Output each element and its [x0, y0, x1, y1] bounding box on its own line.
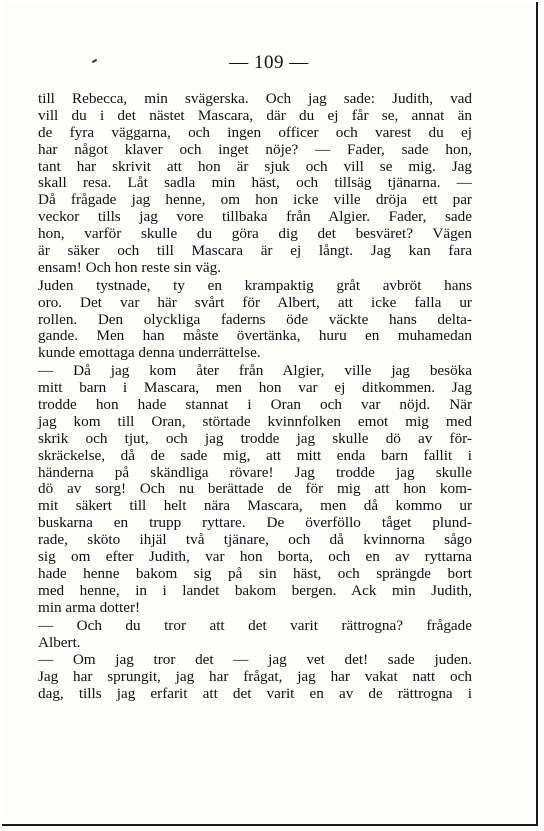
text-line: — Och du tror att det varit rättrogna? frågade [38, 616, 472, 634]
text-line: — Då jag kom åter från Algier, ville jag besöka [38, 362, 472, 380]
text-line: jag kom till Oran, störtade kvinnfolken emot mig med [38, 412, 472, 430]
text-line: min arma dotter! [38, 598, 141, 616]
paragraph [38, 363, 472, 616]
text-line: buskarna en trupp ryttare. De överföllo tåget plund- [38, 514, 472, 532]
text-line: — Om jag tror det — jag vet det! sade juden. [38, 651, 472, 669]
paragraph [38, 618, 472, 652]
text-line: ensam! Och hon reste sin väg. [38, 258, 222, 276]
text-line: dag, tills jag erfarit att det varit en av de rättrogna i [38, 685, 472, 703]
book-page [2, 2, 538, 826]
text-line: Albert. [38, 633, 81, 651]
text-line: sig om efter Judith, var hon borta, och en av ryttarna [38, 548, 472, 566]
text-line: trodde hon hade stannat i Oran och var nöjd. När [38, 396, 472, 414]
text-line: rollen. Den olyckliga faderns öde väckte hans delta- [38, 310, 472, 328]
text-line: med henne, in i landet bakom bergen. Ack min Judith, [38, 581, 472, 599]
text-line: mitt barn i Mascara, men hon var ej ditkommen. Jag [38, 379, 472, 397]
text-line: händerna på skändliga rövare! Jag trodde jag skulle [38, 463, 472, 481]
text-line: är säker och till Mascara är ej långt. Jag kan fara [38, 242, 472, 260]
text-line: Juden tystnade, ty en krampaktig gråt avbröt hans [38, 276, 472, 294]
text-line: mit säkert till helt nära Mascara, men då kommo ur [38, 497, 472, 515]
text-line: tant har skrivit att hon är sjuk och vill se mig. Jag [38, 157, 472, 175]
text-line: rade, sköto ihjäl två tjänare, och då kvinnorna sågo [38, 531, 472, 549]
text-line: veckor tills jag vore tillbaka från Algier. Fader, sade [38, 208, 472, 226]
text-line: har något klaver och inget nöje? — Fader, sade hon, [38, 140, 472, 158]
text-line: de fyra väggarna, och ingen officer och varest du ej [38, 123, 472, 141]
text-line: dö av sorg! Och nu berättade de för mig att hon kom- [38, 480, 472, 498]
text-line: hade henne bakom sig på sin häst, och sprängde bort [38, 564, 472, 582]
text-line: till Rebecca, min svägerska. Och jag sade: Judith, vad [38, 90, 472, 107]
text-line: kunde emottaga denna underrättelse. [38, 344, 261, 362]
text-line: oro. Det var här svårt för Albert, att icke falla ur [38, 293, 472, 311]
text-line: Då frågade jag henne, om hon icke ville dröja ett par [38, 191, 472, 209]
paragraph [38, 652, 472, 703]
text-line: hon, varför skulle du göra dig det besväret? Vägen [38, 225, 472, 243]
page-number: — 109 — [229, 52, 309, 73]
text-line: skräckelse, då de sade mig, att mitt enda barn fallit i [38, 446, 472, 464]
text-line: Jag har sprungit, jag har frågat, jag har vakat natt och [38, 668, 472, 686]
body-text [38, 91, 472, 703]
text-line: vill du i det nästet Mascara, där du ej får se, annat än [38, 106, 472, 124]
text-line: gande. Men han måste övertänka, huru en muhamedan [38, 327, 472, 345]
paragraph [38, 91, 472, 277]
text-line: skall resa. Låt sadla min häst, och tillsäg tjänarna. — [38, 174, 472, 192]
paragraph [38, 278, 472, 362]
text-line: skrik och tjut, och jag trodde jag skulle dö av för- [38, 429, 472, 447]
